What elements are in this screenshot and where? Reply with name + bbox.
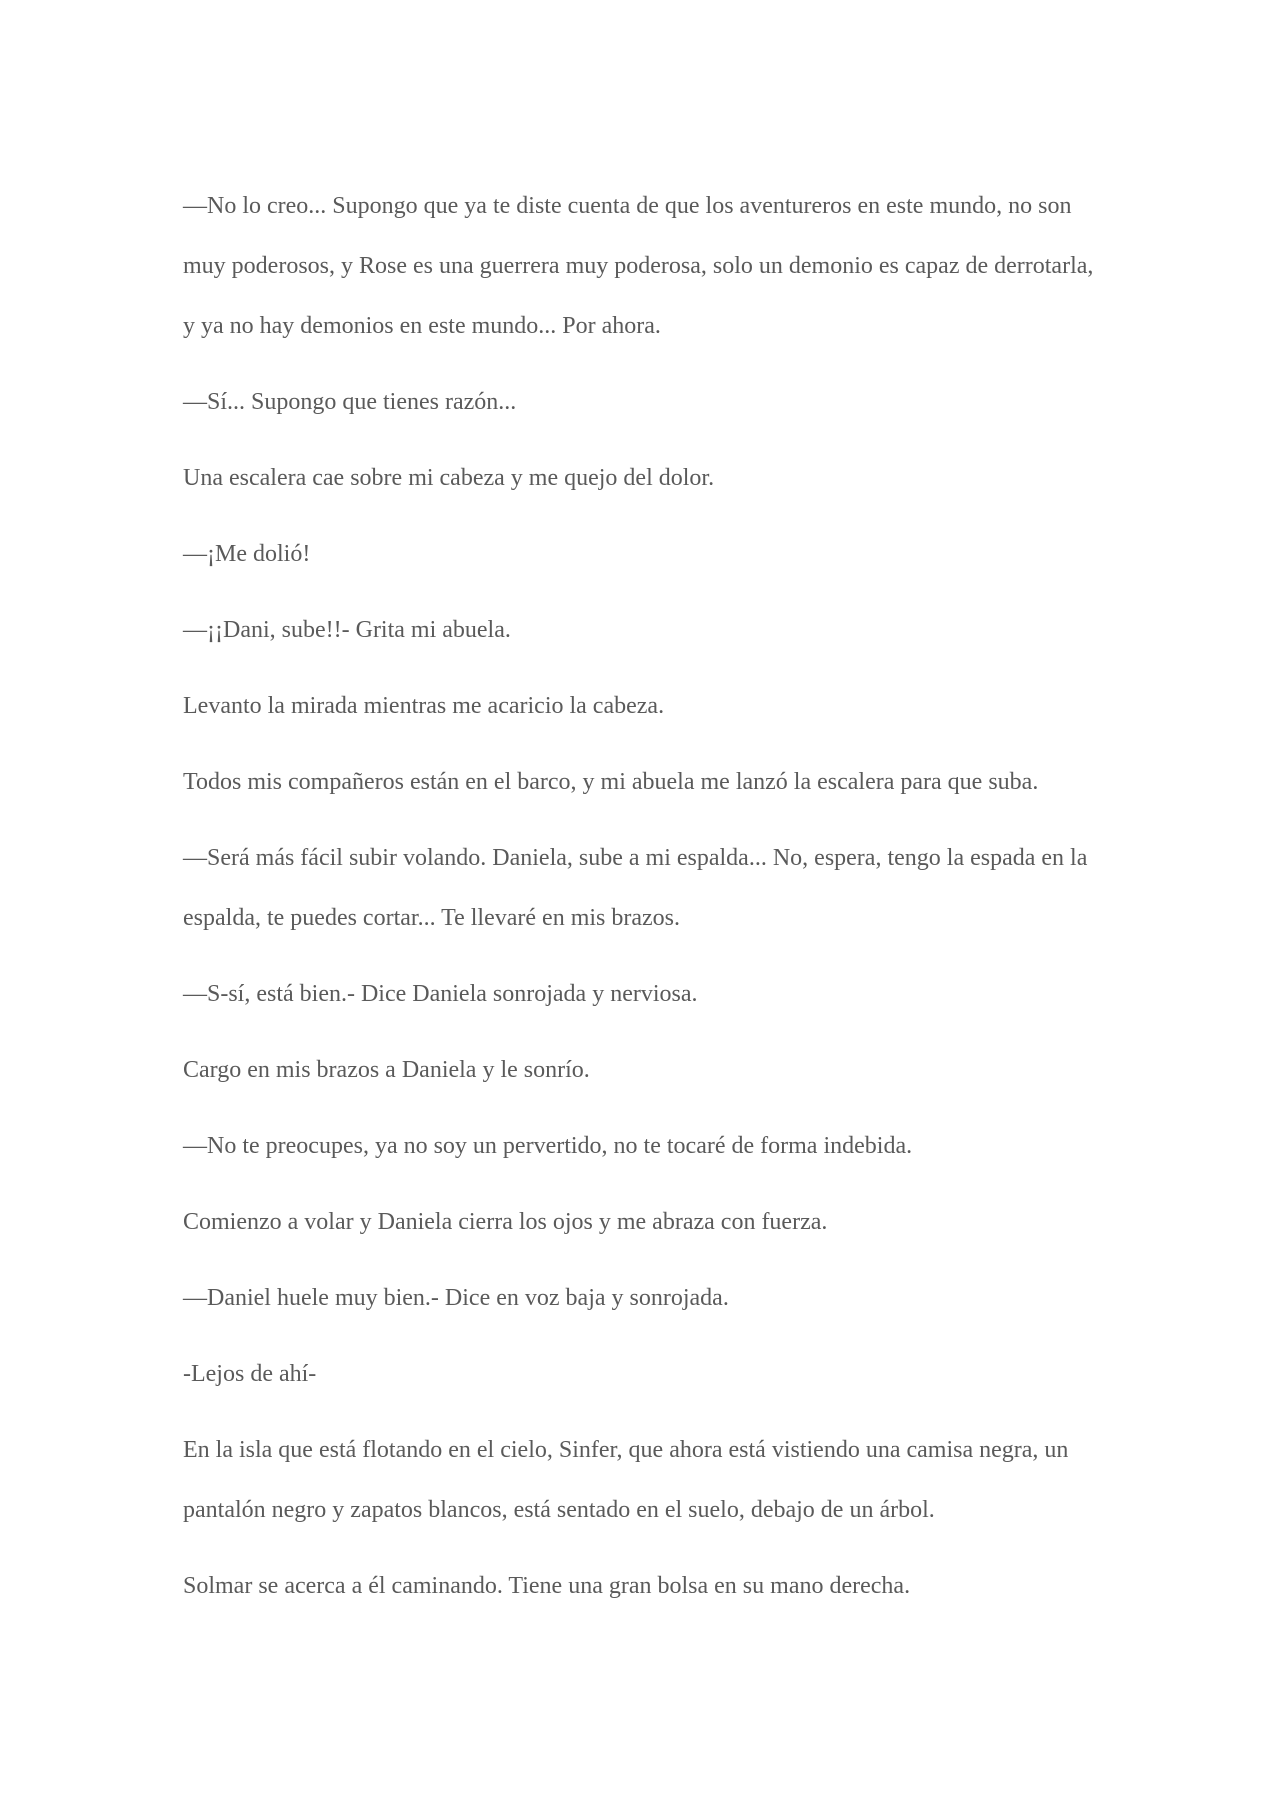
paragraph: Todos mis compañeros están en el barco, y mi abuela me lanzó la escalera para que suba. (183, 769, 1039, 795)
paragraph: Comienzo a volar y Daniela cierra los ojos y me abraza con fuerza. (183, 1209, 828, 1235)
paragraph: —¡¡Dani, sube!!- Grita mi abuela. (183, 617, 511, 643)
paragraph: Levanto la mirada mientras me acaricio la cabeza. (183, 693, 665, 719)
paragraph: —¡Me dolió! (183, 541, 311, 567)
paragraph: —Sí... Supongo que tienes razón... (183, 389, 517, 415)
paragraph: Una escalera cae sobre mi cabeza y me quejo del dolor. (183, 465, 715, 491)
paragraph: —Será más fácil subir volando. Daniela, sube a mi espalda... No, espera, tengo la espada en la espalda, te puedes cortar... Te llevaré en mis brazos. (183, 845, 1088, 931)
section-break-heading: -Lejos de ahí- (183, 1361, 317, 1387)
paragraph: —Daniel huele muy bien.- Dice en voz baja y sonrojada. (183, 1285, 729, 1311)
document-body (183, 176, 1103, 1632)
paragraph: Cargo en mis brazos a Daniela y le sonrío. (183, 1057, 590, 1083)
paragraph: En la isla que está flotando en el cielo, Sinfer, que ahora está vistiendo una camisa negra, un pantalón negro y zapatos blancos, está sentado en el suelo, debajo de un árbol. (183, 1437, 1069, 1523)
paragraph: —S-sí, está bien.- Dice Daniela sonrojada y nerviosa. (183, 981, 698, 1007)
paragraph: —No lo creo... Supongo que ya te diste cuenta de que los aventureros en este mundo, no son muy poderosos, y Rose es una guerrera muy poderosa, solo un demonio es capaz de derrotarla, y ya no hay demonios en este mundo... Por ahora. (183, 193, 1094, 339)
paragraph: —No te preocupes, ya no soy un pervertido, no te tocaré de forma indebida. (183, 1133, 913, 1159)
paragraph: Solmar se acerca a él caminando. Tiene una gran bolsa en su mano derecha. (183, 1573, 911, 1599)
